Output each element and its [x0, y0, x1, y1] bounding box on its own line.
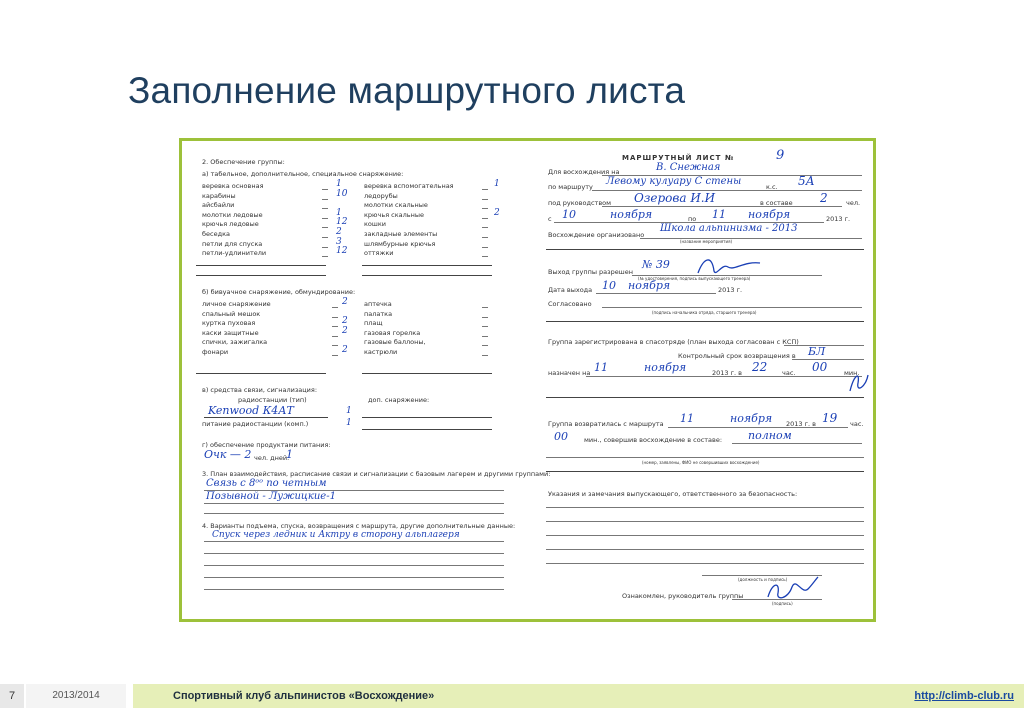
exit-permit-number: № 39	[642, 258, 670, 271]
bivouac-right-item-label: газовая горелка	[364, 328, 421, 337]
blank-line	[332, 317, 338, 318]
blank-line	[322, 199, 328, 200]
blank-line	[322, 247, 328, 248]
to-label: по	[688, 215, 697, 223]
blank-line	[196, 265, 326, 266]
blank-line	[322, 189, 328, 190]
exit-permitted-label: Выход группы разрешен	[548, 268, 633, 276]
section-3-handwritten-2: Позывной - Лужицкие-1	[206, 491, 336, 502]
food-units: чел. дней.	[254, 454, 290, 462]
radio-count: 1	[346, 406, 352, 416]
slide-number: 7	[0, 684, 24, 708]
section-3-heading: 3. План взаимодействия, расписание связи и сигнализации с базовым лагерем и другими группами:	[202, 470, 551, 478]
position-caption: (должность и подпись)	[738, 577, 788, 582]
equipment-left-item-label: петли для спуска	[202, 239, 263, 248]
bivouac-left-item-value: 2	[342, 325, 348, 336]
return-hour: 19	[822, 411, 838, 425]
section-2g-heading: г) обеспечение продуктами питания:	[202, 441, 331, 449]
blank-line	[332, 355, 338, 356]
equipment-left-item-value: 12	[336, 246, 348, 257]
bivouac-left-item-value: 2	[342, 297, 348, 307]
bivouac-left-item-label: фонари	[202, 348, 229, 356]
blank-line	[332, 326, 338, 327]
blank-line	[482, 247, 488, 248]
blank-line	[204, 565, 504, 566]
control-hour: 22	[752, 360, 768, 374]
blank-line	[322, 237, 328, 238]
event-caption: (название мероприятия)	[680, 239, 733, 244]
from-label: с	[548, 215, 552, 223]
blank-line	[322, 256, 328, 257]
equipment-left-item-label: карабины	[202, 191, 236, 200]
control-minutes: 00	[812, 360, 828, 374]
control-month: ноября	[644, 361, 687, 374]
control-hour-unit: час.	[782, 369, 796, 377]
exit-day: 10	[602, 279, 616, 292]
section-2a-heading: а) табельное, дополнительное, специальное снаряжение:	[202, 170, 404, 178]
blank-line	[586, 376, 862, 377]
ascent-label: Для восхождения на	[548, 168, 620, 176]
from-month: ноября	[610, 208, 653, 221]
blank-line	[362, 373, 492, 374]
radio-handwritten: Kenwood К4АТ	[208, 404, 294, 417]
blank-line	[640, 238, 862, 239]
blank-line	[204, 577, 504, 578]
divider	[546, 471, 864, 472]
equipment-left-item-value: 1	[336, 179, 342, 189]
route-sheet-number: 9	[776, 148, 785, 163]
blank-line	[546, 549, 864, 550]
blank-line	[732, 599, 822, 600]
acknowledged-label: Ознакомлен, руководитель группы	[622, 592, 744, 600]
section-4-handwritten: Спуск через ледник и Актру в сторону альплагеря	[212, 530, 460, 540]
blank-line	[332, 336, 338, 337]
radio-power-label: питание радиостанции (комп.)	[202, 420, 309, 428]
route-category: 5А	[798, 174, 815, 188]
footer	[0, 684, 1024, 708]
blank-line	[546, 521, 864, 522]
blank-line	[482, 326, 488, 327]
leader-name: Озерова И.И	[634, 191, 716, 205]
group-size-unit: чел.	[846, 199, 861, 207]
bivouac-right-item-label: плащ	[364, 319, 383, 328]
control-minutes-unit: мин.	[844, 369, 860, 377]
food-handwritten: Очк — 2	[204, 448, 252, 461]
return-year: 2013 г. в	[786, 420, 816, 428]
blank-line	[332, 345, 338, 346]
food-days: 1	[286, 448, 293, 461]
blank-line	[596, 293, 716, 294]
blank-line	[792, 359, 864, 360]
blank-line	[546, 457, 864, 458]
to-month: ноября	[748, 208, 791, 221]
bivouac-left-item-value: 2	[342, 316, 348, 327]
bivouac-left-item-label: спички, зажигалка	[202, 338, 268, 347]
divider	[546, 397, 864, 398]
divider	[546, 321, 864, 322]
equipment-left-item-label: петли-удлинители	[202, 249, 267, 258]
control-day: 11	[594, 361, 608, 374]
blank-line	[362, 275, 492, 276]
section-2-heading: 2. Обеспечение группы:	[202, 158, 285, 166]
equipment-left-item-value: 12	[336, 217, 348, 228]
blank-line	[482, 317, 488, 318]
equipment-left-item-label: веревка основная	[202, 182, 264, 190]
section-4-heading: 4. Варианты подъема, спуска, возвращения с маршрута, другие дополнительные данные:	[202, 522, 516, 530]
ascent-peak: В. Снежная	[656, 162, 721, 173]
blank-line	[204, 589, 504, 590]
bivouac-right-item-label: газовые баллоны,	[364, 338, 426, 347]
bivouac-right-item-label: аптечка	[364, 300, 392, 308]
blank-line	[482, 227, 488, 228]
radio-power-count: 1	[346, 418, 352, 428]
equipment-left-item-value: 3	[336, 236, 342, 247]
return-hour-unit: час.	[850, 420, 864, 428]
organized-label: Восхождение организовано	[548, 231, 645, 239]
blank-line	[482, 208, 488, 209]
section-3-handwritten-1: Связь с 8ᵒᵒ по четным	[206, 478, 327, 489]
equipment-left-item-label: беседка	[202, 230, 230, 238]
year-label: 2013 г.	[826, 215, 851, 223]
equipment-left-item-value: 2	[336, 227, 342, 237]
control-year: 2013 г. в	[712, 369, 742, 377]
agreed-caption: (подпись начальника отряда, старшего тренера)	[652, 310, 757, 315]
bivouac-right-item-label: палатка	[364, 309, 393, 318]
route-name: Левому кулуару С стены	[606, 176, 742, 187]
permit-caption: (№ удостоверения, подпись выпускающего тренера)	[638, 276, 751, 281]
blank-line	[668, 427, 848, 428]
section-2v-heading: в) средства связи, сигнализация:	[202, 386, 318, 394]
blank-line	[482, 199, 488, 200]
equipment-right-item-label: веревка вспомогательная	[364, 182, 454, 190]
equipment-right-item-label: закладные элементы	[364, 230, 438, 238]
blank-line	[204, 503, 504, 504]
route-sheet-document	[182, 141, 873, 619]
bivouac-left-item-label: куртка пуховая	[202, 319, 256, 328]
leader-label: под руководством	[548, 199, 612, 207]
return-day: 11	[680, 412, 694, 425]
composition-value: полном	[748, 429, 792, 442]
equipment-left-item-value: 1	[336, 207, 342, 218]
control-place: БЛ	[808, 345, 826, 358]
assigned-label: назначен на	[548, 369, 591, 377]
club-name: Спортивный клуб альпинистов «Восхождение»	[173, 690, 435, 702]
bivouac-left-item-label: каски защитные	[202, 328, 259, 337]
blank-line	[482, 237, 488, 238]
blank-line	[322, 208, 328, 209]
radio-line	[204, 417, 328, 418]
footer-bar	[133, 684, 1024, 708]
category-label: к.с.	[766, 183, 778, 191]
divider	[546, 249, 864, 250]
equipment-right-item-value: 2	[494, 207, 500, 218]
blank-line	[546, 535, 864, 536]
blank-line	[602, 307, 862, 308]
blank-line	[482, 355, 488, 356]
blank-line	[482, 189, 488, 190]
group-size: 2	[820, 191, 828, 205]
blank-line	[196, 275, 326, 276]
route-sheet-image	[179, 138, 876, 622]
page-title: Заполнение маршрутного листа	[128, 70, 686, 111]
blank-line	[332, 307, 338, 308]
blank-line	[546, 563, 864, 564]
blank-line	[204, 541, 504, 542]
exit-year: 2013 г.	[718, 286, 743, 294]
agreed-label: Согласовано	[548, 300, 592, 308]
group-size-label: в составе	[760, 199, 793, 207]
equipment-left-item-label: айсбайли	[202, 201, 235, 210]
blank-line	[732, 443, 862, 444]
blank-line	[546, 507, 864, 508]
organized-by: Школа альпинизма - 2013	[660, 223, 798, 234]
blank-line	[362, 417, 492, 418]
bivouac-left-item-label: спальный мешок	[202, 309, 261, 318]
remarks-label: Указания и замечания выпускающего, ответственного за безопасность:	[548, 490, 798, 498]
composition-caption: (номер, заявлены, ФИО не совершивших восхождение)	[642, 460, 760, 465]
blank-line	[482, 336, 488, 337]
exit-date-label: Дата выхода	[548, 286, 593, 294]
equipment-right-item-label: крючья скальные	[364, 210, 425, 219]
returned-label: Группа возвратилась с маршрута	[548, 420, 664, 428]
from-day: 10	[562, 208, 576, 221]
blank-line	[362, 429, 492, 430]
equipment-right-item-label: ледорубы	[364, 191, 398, 200]
route-sheet-title: МАРШРУТНЫЙ ЛИСТ №	[622, 154, 735, 162]
return-month: ноября	[730, 412, 773, 425]
exit-month: ноября	[628, 279, 671, 292]
blank-line	[322, 227, 328, 228]
radio-type-label: радиостанции (тип)	[238, 396, 307, 404]
return-minutes: 00	[554, 430, 568, 443]
control-time-label: Контрольный срок возвращения в	[678, 352, 796, 360]
equipment-left-item-value: 10	[336, 188, 348, 199]
blank-line	[196, 373, 326, 374]
bivouac-left-item-label: личное снаряжение	[202, 300, 271, 308]
blank-line	[204, 553, 504, 554]
registered-label: Группа зарегистрирована в спасотряде (план выхода согласован с КСП)	[548, 338, 799, 346]
bivouac-left-item-value: 2	[342, 345, 348, 355]
to-day: 11	[712, 208, 726, 221]
extra-equipment-label: доп. снаряжение:	[368, 396, 430, 404]
blank-line	[204, 513, 504, 514]
equipment-right-item-label: оттяжки	[364, 249, 394, 258]
blank-line	[482, 345, 488, 346]
blank-line	[482, 256, 488, 257]
club-link[interactable]: http://climb-club.ru	[914, 690, 1014, 702]
equipment-right-item-label: кошки	[364, 220, 387, 229]
equipment-right-item-value: 1	[494, 179, 500, 189]
season-year: 2013/2014	[26, 684, 126, 708]
blank-line	[204, 490, 504, 491]
blank-line	[322, 218, 328, 219]
bivouac-right-item-label: кастрюли	[364, 348, 398, 356]
equipment-right-item-label: шлямбурные крючья	[364, 239, 436, 248]
equipment-left-item-label: молотки ледовые	[202, 210, 263, 219]
signature-caption: (подпись)	[772, 601, 793, 606]
equipment-right-item-label: молотки скальные	[364, 201, 428, 210]
route-label: по маршруту	[548, 183, 593, 191]
rescue-signature	[846, 369, 872, 395]
blank-line	[482, 307, 488, 308]
section-2b-heading: б) бивуачное снаряжение, обмундирование:	[202, 288, 356, 296]
composition-label: мин., совершив восхождение в составе:	[584, 436, 723, 444]
equipment-left-item-label: крючья ледовые	[202, 220, 259, 229]
blank-line	[482, 218, 488, 219]
blank-line	[602, 206, 842, 207]
blank-line	[362, 265, 492, 266]
